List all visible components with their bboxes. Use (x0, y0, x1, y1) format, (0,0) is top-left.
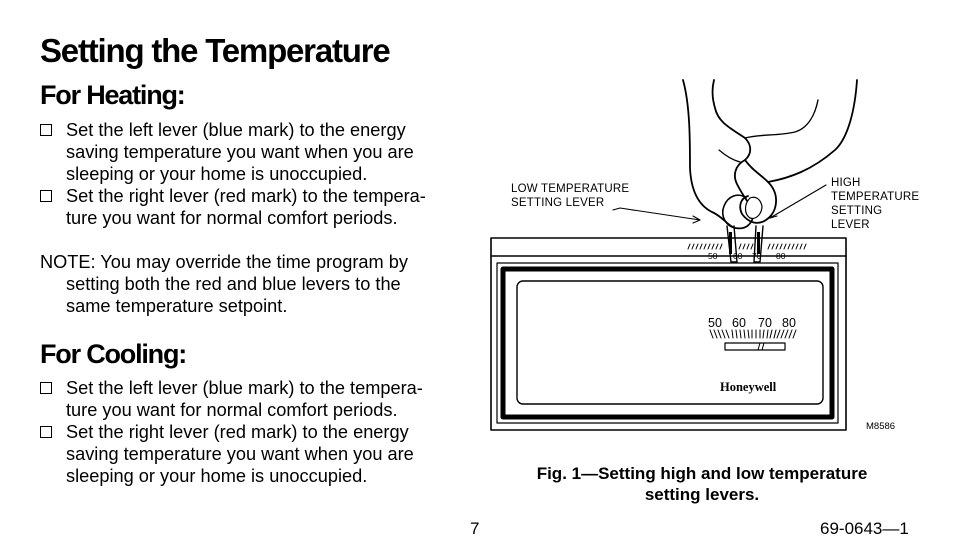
top-scale-50: 50 (708, 251, 718, 261)
checkbox-icon (40, 124, 52, 136)
checkbox-icon (40, 190, 52, 202)
top-scale-70: 70 (752, 251, 762, 261)
note-line: setting both the red and blue levers to the (66, 274, 401, 294)
text-line: saving temperature you want when you are (66, 142, 414, 162)
low-lever-label (511, 182, 629, 210)
face-scale-50: 50 (708, 316, 722, 330)
brand-logo: Honeywell (720, 380, 777, 394)
note-first-line: NOTE: You may override the time program by (40, 252, 408, 272)
note (40, 251, 460, 317)
cooling-heading: For Cooling: (40, 339, 187, 369)
face-scale-80: 80 (782, 316, 796, 330)
caption-line: setting levers. (644, 485, 760, 504)
text-line: sleeping or your home is unoccupied. (66, 164, 368, 184)
text-line: sleeping or your home is unoccupied. (66, 466, 368, 486)
cooling-item-1 (40, 377, 460, 421)
note-line: same temperature setpoint. (66, 296, 288, 316)
label-line: LEVER (831, 219, 870, 231)
heating-item-1 (40, 119, 460, 185)
hand-illustration (683, 80, 754, 228)
label-line: SETTING (831, 205, 883, 217)
figure-id: M8586 (866, 421, 896, 432)
face-scale-70: 70 (758, 316, 772, 330)
text-line: Set the left lever (blue mark) to the energy (66, 120, 406, 140)
label-line: TEMPERATURE (831, 191, 920, 203)
figure-caption (490, 463, 914, 505)
checkbox-icon (40, 382, 52, 394)
text-line: Set the right lever (red mark) to the tempera- (66, 186, 426, 206)
text-line: Set the left lever (blue mark) to the tempera- (66, 378, 423, 398)
text-line: ture you want for normal comfort periods. (66, 208, 398, 228)
caption-line: Fig. 1—Setting high and low temperature (536, 464, 868, 483)
heating-heading: For Heating: (40, 80, 185, 110)
top-scale-80: 80 (776, 251, 786, 261)
page-title: Setting the Temperature (40, 32, 390, 69)
cooling-item-2 (40, 421, 460, 487)
text-line: ture you want for normal comfort periods. (66, 400, 398, 420)
heating-item-2 (40, 185, 460, 229)
label-line: HIGH (831, 177, 861, 189)
label-line: SETTING LEVER (511, 197, 605, 209)
document-number: 69-0643—1 (820, 519, 909, 538)
text-line: Set the right lever (red mark) to the energy (66, 422, 409, 442)
checkbox-icon (40, 426, 52, 438)
top-scale-60: 60 (733, 251, 743, 261)
text-line: saving temperature you want when you are (66, 444, 414, 464)
label-line: LOW TEMPERATURE (511, 183, 630, 195)
high-lever-label (831, 176, 919, 232)
page-number: 7 (470, 519, 480, 538)
face-scale-60: 60 (732, 316, 746, 330)
